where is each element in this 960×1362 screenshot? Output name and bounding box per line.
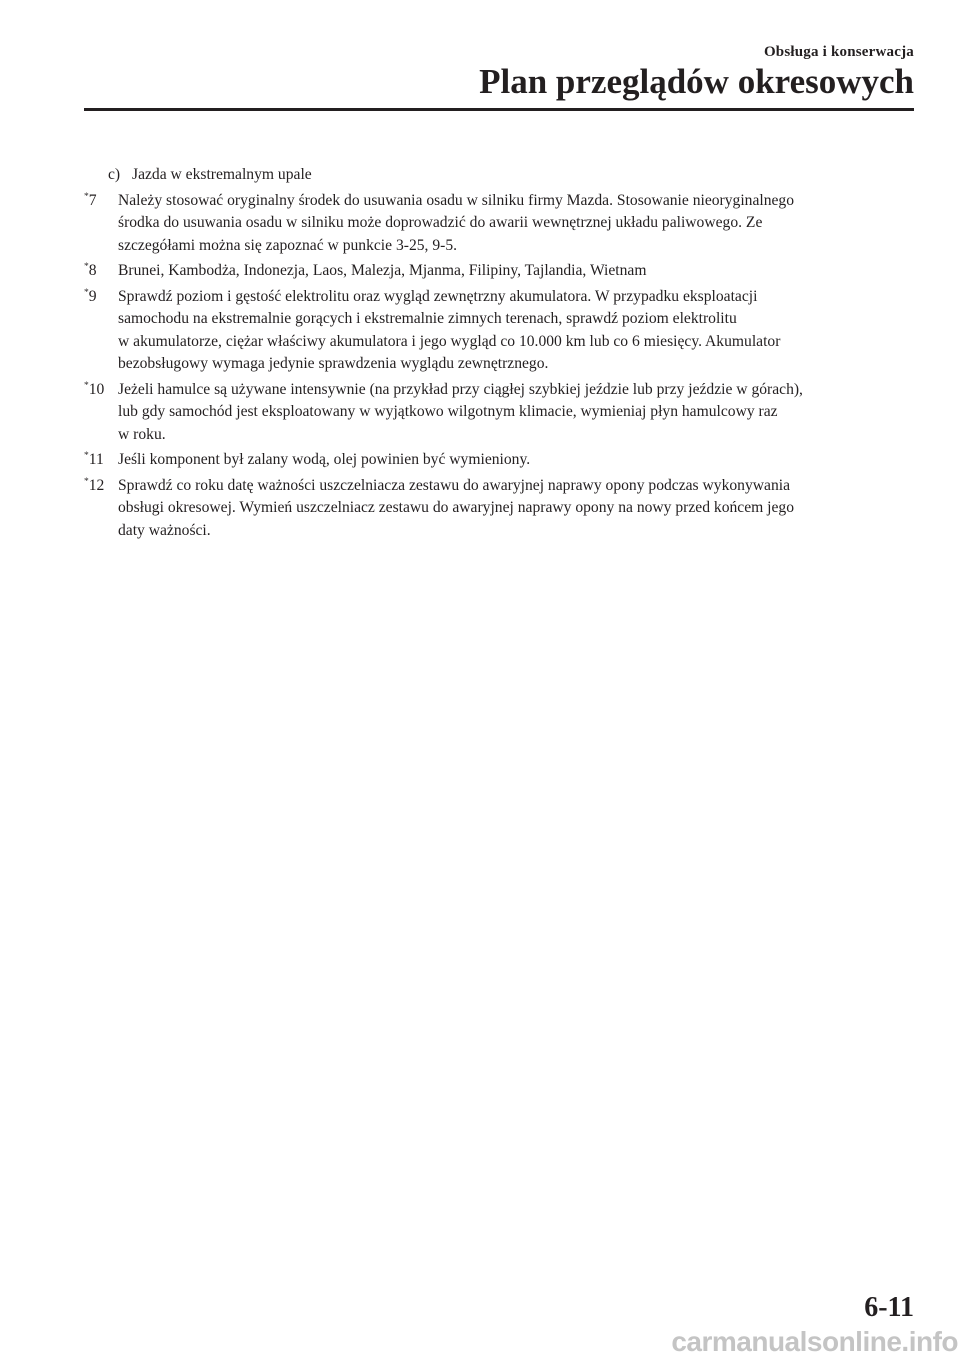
footnotes-body <box>84 164 916 545</box>
footnote-marker: *8 <box>84 262 97 279</box>
footnote-marker: *9 <box>84 287 97 305</box>
watermark: carmanualsonline.info <box>671 1326 958 1357</box>
footnote-marker: *7 <box>84 191 97 209</box>
footnote-marker: *11 <box>84 451 104 468</box>
sub-item-text: Jazda w ekstremalnym upale <box>132 166 312 183</box>
sub-item-c <box>84 164 916 187</box>
footnote-marker: *10 <box>84 380 105 398</box>
footnote-10 <box>84 379 916 447</box>
footnote-text: Sprawdź poziom i gęstość elektrolitu oraz wygląd zewnętrzny akumulatora. W przypadku eksploatacji samochodu na ekstremalnie gorących i ekstremalnie zimnych terenach, sprawdź poziom elektrolitu w akumulatorze, ciężar właściwy akumulatora i jego wygląd co 10.000 km lub co 6 miesięcy. Akumulator bezobsługowy wymaga jedynie sprawdzenia wyglądu zewnętrznego. <box>118 287 781 372</box>
footnote-12 <box>84 475 916 543</box>
footnote-text: Jeśli komponent był zalany wodą, olej powinien być wymieniony. <box>118 451 531 468</box>
footnote-9 <box>84 286 916 376</box>
sub-item-label: c) <box>108 166 121 183</box>
header-divider <box>84 108 914 111</box>
footnote-text: Należy stosować oryginalny środek do usuwania osadu w silniku firmy Mazda. Stosowanie nieoryginalnego środka do usuwania osadu w silniku może doprowadzić do awarii wewnętrznej układu paliwowego. Ze szczegółami można się zapoznać w punkcie 3-25, 9-5. <box>118 191 795 254</box>
footnote-7 <box>84 190 916 258</box>
footnote-8 <box>84 260 916 283</box>
page-number: 6-11 <box>864 1292 914 1323</box>
footnote-11 <box>84 449 916 472</box>
footnote-marker: *12 <box>84 476 105 494</box>
footnote-text: Sprawdź co roku datę ważności uszczelniacza zestawu do awaryjnej naprawy opony podczas wykonywania obsługi okresowej. Wymień uszczelniacz zestawu do awaryjnej naprawy opony na nowy przed końcem jego daty ważności. <box>118 476 795 539</box>
footnote-text: Brunei, Kambodża, Indonezja, Laos, Malezja, Mjanma, Filipiny, Tajlandia, Wietnam <box>118 262 647 279</box>
page-title: Plan przeglądów okresowych <box>479 62 914 101</box>
section-title: Obsługa i konserwacja <box>763 44 914 60</box>
footnote-text: Jeżeli hamulce są używane intensywnie (na przykład przy ciągłej szybkiej jeździe lub przy jeździe w górach), lub gdy samochód jest eksploatowany w wyjątkowo wilgotnym klimacie, wymieniaj płyn hamulcowy raz w roku. <box>118 380 803 443</box>
